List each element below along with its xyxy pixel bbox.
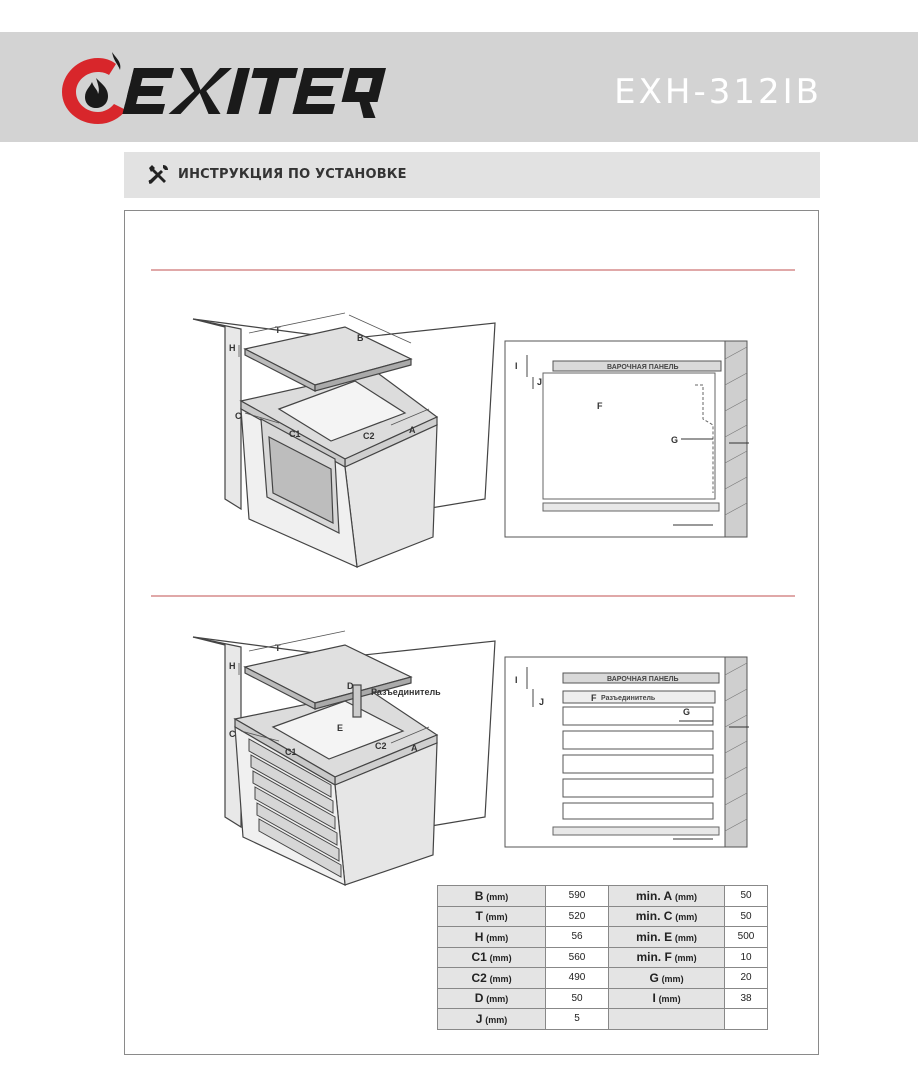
param-value-cell: 490 bbox=[546, 968, 609, 989]
label-I: I bbox=[515, 361, 518, 371]
drawers-side-section bbox=[503, 655, 753, 855]
param-name-cell: D (mm) bbox=[438, 988, 546, 1009]
param-value-cell: 590 bbox=[546, 886, 609, 907]
param-name-cell: C1 (mm) bbox=[438, 947, 546, 968]
param-value-cell: 5 bbox=[546, 1009, 609, 1030]
label-H: H bbox=[229, 661, 236, 671]
label-C: C bbox=[235, 411, 242, 421]
header-bar bbox=[0, 32, 918, 142]
table-row bbox=[438, 927, 768, 948]
param-name-cell: H (mm) bbox=[438, 927, 546, 948]
table-row bbox=[438, 886, 768, 907]
param-name-cell: I (mm) bbox=[609, 988, 725, 1009]
param-name-cell: min. E (mm) bbox=[609, 927, 725, 948]
label-G: G bbox=[683, 707, 691, 717]
divider-line bbox=[151, 269, 795, 271]
panel-label: ВАРОЧНАЯ ПАНЕЛЬ bbox=[607, 364, 679, 371]
param-value-cell: 500 bbox=[725, 927, 768, 948]
label-H: H bbox=[229, 343, 236, 353]
model-number: EXH-312IB bbox=[614, 72, 822, 112]
label-A: A bbox=[411, 743, 418, 753]
brand-wordmark bbox=[122, 68, 388, 118]
label-F: F bbox=[597, 401, 603, 411]
param-name-cell: C2 (mm) bbox=[438, 968, 546, 989]
param-name-cell: min. A (mm) bbox=[609, 886, 725, 907]
oven-side-section bbox=[503, 339, 753, 549]
label-D: D bbox=[347, 681, 354, 691]
table-row bbox=[438, 906, 768, 927]
param-value-cell: 20 bbox=[725, 968, 768, 989]
label-A: A bbox=[409, 425, 416, 435]
label-I: I bbox=[515, 675, 518, 685]
table-row bbox=[438, 947, 768, 968]
param-value-cell: 520 bbox=[546, 906, 609, 927]
label-J: J bbox=[539, 697, 545, 707]
label-C2: C2 bbox=[375, 741, 387, 751]
param-value-cell: 38 bbox=[725, 988, 768, 1009]
table-row bbox=[438, 968, 768, 989]
dimensions-table bbox=[437, 885, 768, 1030]
param-value-cell: 10 bbox=[725, 947, 768, 968]
label-C2: C2 bbox=[363, 431, 375, 441]
divider-line bbox=[151, 595, 795, 597]
param-name-cell: B (mm) bbox=[438, 886, 546, 907]
param-value-cell: 50 bbox=[546, 988, 609, 1009]
separator-label: Разъединитель bbox=[371, 687, 441, 697]
param-name-cell: T (mm) bbox=[438, 906, 546, 927]
label-C: C bbox=[229, 729, 236, 739]
label-G: G bbox=[671, 435, 679, 445]
panel-label: ВАРОЧНАЯ ПАНЕЛЬ bbox=[607, 676, 679, 683]
label-C1: C1 bbox=[285, 747, 297, 757]
param-value-cell: 50 bbox=[725, 886, 768, 907]
cabinet-drawers-diagram bbox=[185, 627, 505, 887]
separator-label: Разъединитель bbox=[601, 695, 656, 702]
param-value-cell: 50 bbox=[725, 906, 768, 927]
param-value-cell: 56 bbox=[546, 927, 609, 948]
label-B: B bbox=[357, 333, 364, 343]
label-E: E bbox=[337, 723, 344, 733]
param-name-cell bbox=[609, 1009, 725, 1030]
flame-icon bbox=[62, 52, 126, 124]
param-name-cell: J (mm) bbox=[438, 1009, 546, 1030]
instruction-frame bbox=[124, 210, 819, 1055]
label-T: T bbox=[275, 643, 281, 653]
label-C1: C1 bbox=[289, 429, 301, 439]
tools-icon bbox=[146, 163, 170, 187]
section-title-bar bbox=[124, 152, 820, 198]
table-row bbox=[438, 1009, 768, 1030]
param-value-cell bbox=[725, 1009, 768, 1030]
param-value-cell: 560 bbox=[546, 947, 609, 968]
label-J: J bbox=[537, 377, 543, 387]
param-name-cell: min. F (mm) bbox=[609, 947, 725, 968]
section-title: ИНСТРУКЦИЯ ПО УСТАНОВКЕ bbox=[178, 167, 407, 182]
brand-logo bbox=[52, 44, 392, 134]
table-row bbox=[438, 988, 768, 1009]
param-name-cell: G (mm) bbox=[609, 968, 725, 989]
cabinet-oven-diagram bbox=[185, 309, 505, 569]
param-name-cell: min. C (mm) bbox=[609, 906, 725, 927]
label-F: F bbox=[591, 693, 597, 703]
label-T: T bbox=[275, 325, 281, 335]
